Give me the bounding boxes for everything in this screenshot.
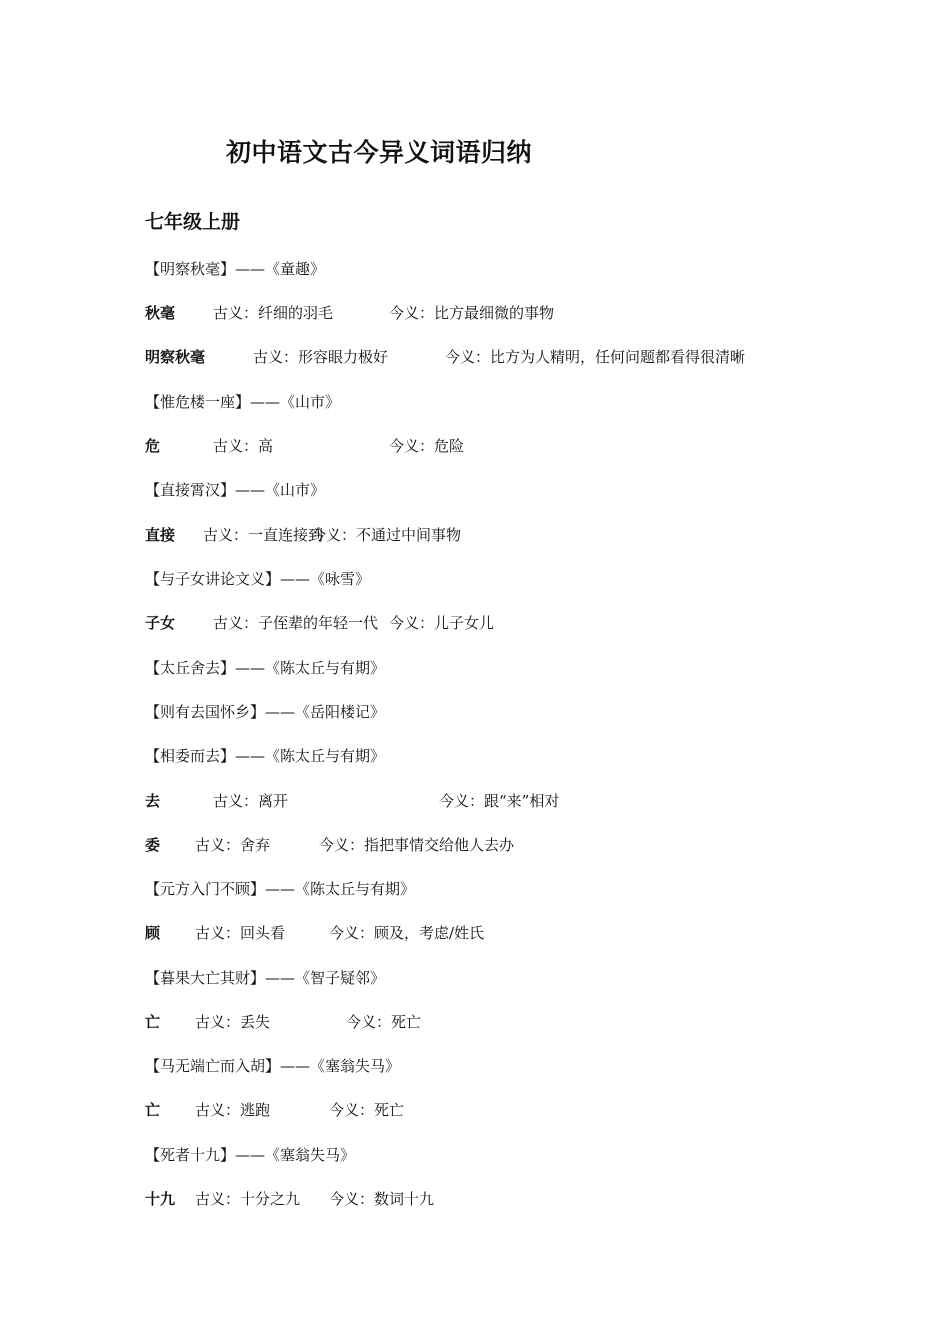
term-word: 直接 [145, 526, 176, 544]
ancient-meaning: 古义：高 [213, 437, 274, 455]
definition-line [145, 612, 494, 634]
document-title: 初中语文古今异义词语归纳 [226, 138, 533, 167]
ancient-meaning: 古义：形容眼力极好 [253, 348, 389, 366]
definition-line [145, 790, 559, 812]
modern-meaning: 今义：指把事情交给他人去办 [319, 836, 515, 854]
definition-line [145, 1099, 404, 1121]
source-line: 【直接霄汉】——《山市》 [145, 481, 326, 499]
ancient-meaning: 古义：子侄辈的年轻一代 [213, 614, 379, 632]
definition-line [145, 346, 745, 368]
definition-line [145, 922, 484, 944]
modern-meaning: 今义：顾及，考虑/姓氏 [329, 924, 485, 942]
source-line: 【死者十九】——《塞翁失马》 [145, 1146, 356, 1164]
source-line: 【相委而去】——《陈太丘与有期》 [145, 747, 386, 765]
ancient-meaning: 古义：一直连接到 [203, 526, 324, 544]
ancient-meaning: 古义：丢失 [195, 1013, 271, 1031]
ancient-meaning: 古义：舍弃 [195, 836, 271, 854]
modern-meaning: 今义：死亡 [329, 1101, 405, 1119]
source-line: 【惟危楼一座】——《山市》 [145, 393, 341, 411]
modern-meaning: 今义：不通过中间事物 [311, 526, 462, 544]
definition-line [145, 834, 514, 856]
source-line: 【暮果大亡其财】——《智子疑邻》 [145, 969, 386, 987]
modern-meaning: 今义：比方最细微的事物 [389, 304, 555, 322]
term-word: 十九 [145, 1190, 176, 1208]
definition-line [145, 435, 464, 457]
source-line: 【马无端亡而入胡】——《塞翁失马》 [145, 1057, 401, 1075]
term-word: 亡 [145, 1101, 161, 1119]
term-word: 顾 [145, 924, 161, 942]
term-word: 明察秋毫 [145, 348, 206, 366]
modern-meaning: 今义：儿子女儿 [389, 614, 495, 632]
source-line: 【太丘舍去】——《陈太丘与有期》 [145, 659, 386, 677]
modern-meaning: 今义：数词十九 [329, 1190, 435, 1208]
definition-line [145, 302, 554, 324]
ancient-meaning: 古义：回头看 [195, 924, 286, 942]
source-line: 【元方入门不顾】——《陈太丘与有期》 [145, 880, 416, 898]
section-heading: 七年级上册 [145, 211, 241, 233]
modern-meaning: 今义：比方为人精明，任何问题都看得很清晰 [445, 348, 746, 366]
term-word: 子女 [145, 614, 176, 632]
ancient-meaning: 古义：离开 [213, 792, 289, 810]
term-word: 秋毫 [145, 304, 176, 322]
term-word: 亡 [145, 1013, 161, 1031]
modern-meaning: 今义：危险 [389, 437, 465, 455]
term-word: 委 [145, 836, 161, 854]
term-word: 去 [145, 792, 161, 810]
definition-line [145, 524, 461, 546]
ancient-meaning: 古义：纤细的羽毛 [213, 304, 334, 322]
modern-meaning: 今义：死亡 [346, 1013, 422, 1031]
ancient-meaning: 古义：十分之九 [195, 1190, 301, 1208]
source-line: 【明察秋毫】——《童趣》 [145, 260, 326, 278]
modern-meaning: 今义：跟“来”相对 [439, 792, 560, 810]
term-word: 危 [145, 437, 161, 455]
definition-line [145, 1188, 434, 1210]
source-line: 【与子女讲论文义】——《咏雪》 [145, 570, 371, 588]
ancient-meaning: 古义：逃跑 [195, 1101, 271, 1119]
definition-line [145, 1011, 421, 1033]
source-line: 【则有去国怀乡】——《岳阳楼记》 [145, 703, 386, 721]
